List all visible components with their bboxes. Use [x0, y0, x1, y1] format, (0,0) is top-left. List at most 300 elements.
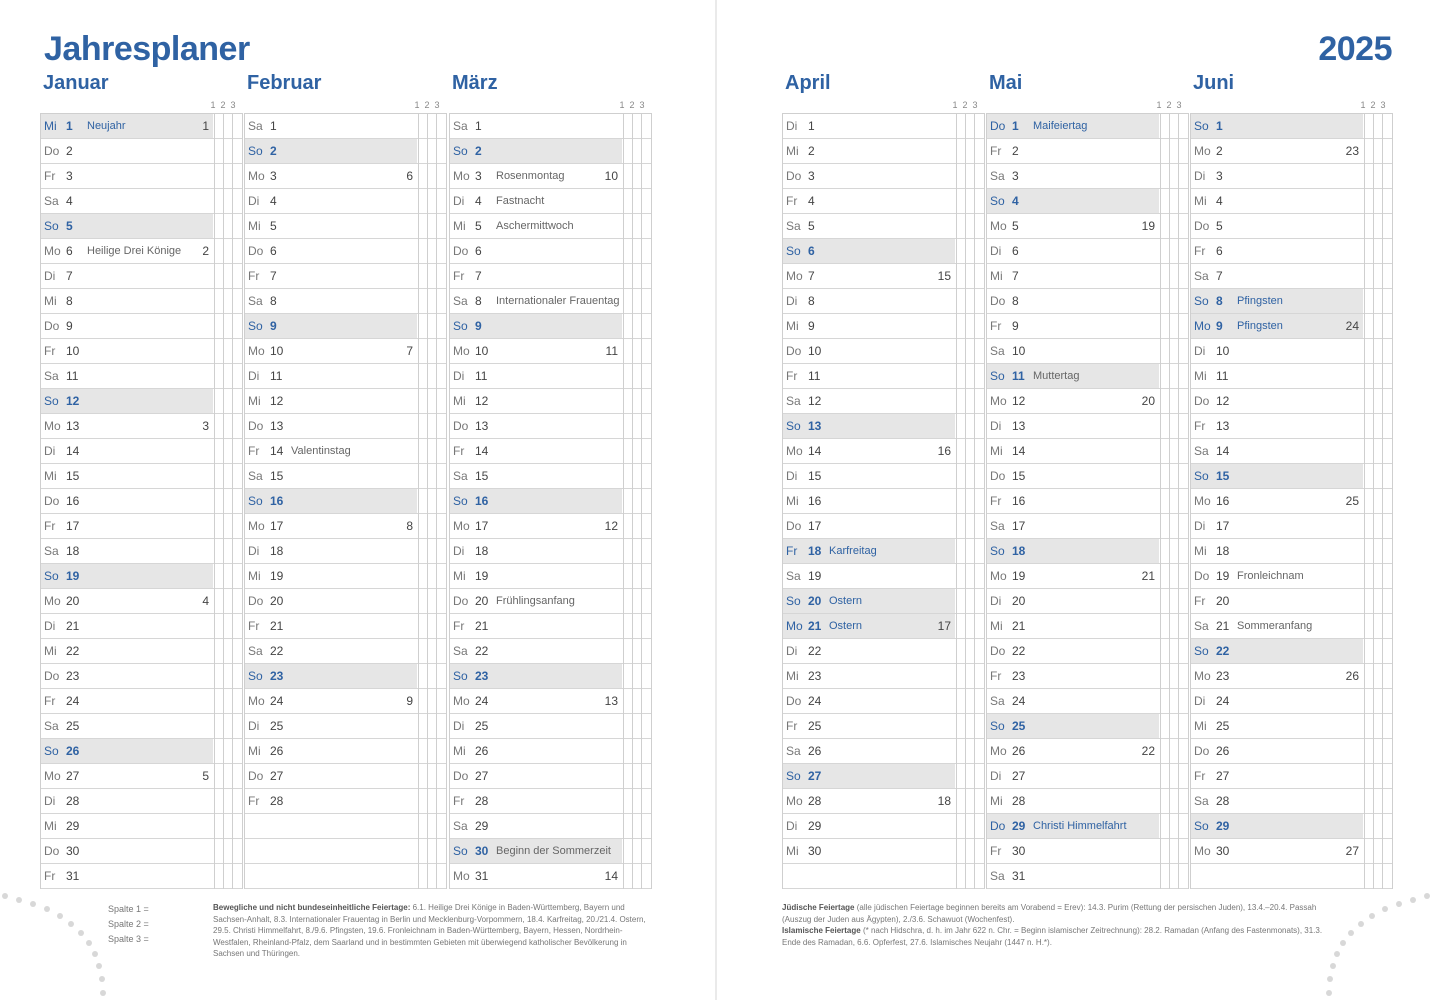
day-number: 29 — [1216, 819, 1230, 833]
day-row[interactable] — [1190, 164, 1393, 189]
day-number: 16 — [808, 494, 822, 508]
day-row[interactable] — [244, 664, 447, 689]
day-row[interactable] — [40, 439, 243, 464]
day-row[interactable] — [782, 339, 985, 364]
day-row[interactable] — [1190, 439, 1393, 464]
day-number: 14 — [270, 444, 284, 458]
day-row[interactable] — [244, 214, 447, 239]
day-row[interactable] — [986, 164, 1189, 189]
day-row[interactable] — [244, 614, 447, 639]
day-row[interactable] — [449, 689, 652, 714]
week-number: 14 — [604, 869, 618, 883]
day-number: 24 — [1012, 694, 1026, 708]
day-row[interactable] — [40, 464, 243, 489]
day-row[interactable] — [244, 114, 447, 139]
day-row[interactable] — [782, 714, 985, 739]
day-row[interactable] — [40, 839, 243, 864]
weekday-label: Sa — [990, 519, 1005, 533]
day-number: 20 — [66, 594, 80, 608]
month-name: Juni — [1193, 72, 1235, 94]
day-row[interactable] — [782, 689, 985, 714]
day-row[interactable] — [986, 564, 1189, 589]
day-row[interactable] — [782, 214, 985, 239]
column-legend-2: Spalte 2 = — [108, 919, 149, 929]
day-row[interactable] — [40, 539, 243, 564]
day-row[interactable] — [449, 539, 652, 564]
day-row[interactable] — [244, 139, 447, 164]
day-row[interactable] — [782, 839, 985, 864]
day-row[interactable] — [1190, 214, 1393, 239]
holiday-footnote-heading: Bewegliche und nicht bundeseinheitliche Feiertage: — [213, 903, 411, 912]
week-number: 8 — [406, 519, 413, 533]
day-row[interactable] — [244, 164, 447, 189]
day-row[interactable] — [40, 214, 243, 239]
day-row[interactable] — [986, 114, 1189, 139]
day-number: 26 — [808, 744, 822, 758]
day-row[interactable] — [40, 789, 243, 814]
day-row[interactable] — [244, 489, 447, 514]
weekday-label: So — [453, 844, 468, 858]
day-row[interactable] — [1190, 514, 1393, 539]
day-number: 27 — [66, 769, 80, 783]
week-number: 17 — [937, 619, 951, 633]
day-row[interactable] — [244, 414, 447, 439]
day-row[interactable] — [1190, 664, 1393, 689]
day-row[interactable] — [986, 214, 1189, 239]
day-row[interactable] — [244, 314, 447, 339]
day-row[interactable] — [449, 664, 652, 689]
day-number: 9 — [270, 319, 277, 333]
day-row[interactable] — [449, 439, 652, 464]
day-row[interactable] — [782, 114, 985, 139]
day-row[interactable] — [782, 789, 985, 814]
day-row[interactable] — [449, 214, 652, 239]
day-row[interactable] — [782, 739, 985, 764]
day-number: 17 — [66, 519, 80, 533]
day-row[interactable] — [782, 439, 985, 464]
day-row[interactable] — [244, 189, 447, 214]
day-row[interactable] — [782, 564, 985, 589]
islamic-holidays-text: (* nach Hidschra, d. h. im Jahr 622 n. Chr. = Beginn islamischer Zeitrechnung): 28.2. Ramadan (Anfang des Fastenmonats), 31.3. Ende des Ramadan, 6.6. Opferfest, 27.6. Islamisches Neujahr (1447 n. H.*). — [782, 926, 1323, 947]
day-row[interactable] — [782, 239, 985, 264]
day-row[interactable] — [40, 314, 243, 339]
day-row[interactable] — [782, 514, 985, 539]
day-row[interactable] — [40, 189, 243, 214]
week-number: 16 — [937, 444, 951, 458]
day-row[interactable] — [986, 314, 1189, 339]
day-row[interactable] — [244, 514, 447, 539]
day-note: Ostern — [829, 620, 863, 632]
grid-line — [956, 113, 957, 889]
holiday-footnote — [213, 902, 653, 960]
day-row[interactable] — [986, 839, 1189, 864]
day-row[interactable] — [40, 339, 243, 364]
day-row[interactable] — [782, 139, 985, 164]
day-row[interactable] — [244, 239, 447, 264]
weekday-label: Mi — [44, 644, 57, 658]
day-row[interactable] — [40, 589, 243, 614]
column-number: 2 — [220, 100, 226, 110]
grid-line — [1188, 113, 1189, 889]
day-row[interactable] — [449, 589, 652, 614]
day-row[interactable] — [449, 814, 652, 839]
grid-line — [1169, 113, 1170, 889]
weekday-label: Mi — [44, 819, 57, 833]
day-row[interactable] — [244, 264, 447, 289]
day-row[interactable] — [986, 639, 1189, 664]
weekday-label: Do — [453, 594, 469, 608]
day-number: 9 — [475, 319, 482, 333]
day-row[interactable] — [449, 564, 652, 589]
weekday-label: Do — [453, 769, 469, 783]
day-row[interactable] — [244, 789, 447, 814]
weekday-label: Do — [248, 594, 264, 608]
day-row[interactable] — [40, 489, 243, 514]
day-row[interactable] — [782, 164, 985, 189]
day-row[interactable] — [1190, 614, 1393, 639]
week-number: 4 — [202, 594, 209, 608]
day-row[interactable] — [449, 314, 652, 339]
day-row[interactable] — [449, 714, 652, 739]
day-row[interactable] — [986, 239, 1189, 264]
day-row[interactable] — [782, 389, 985, 414]
day-note: Aschermittwoch — [496, 220, 574, 232]
day-row[interactable] — [449, 464, 652, 489]
day-row[interactable] — [986, 814, 1189, 839]
day-number: 12 — [808, 394, 822, 408]
day-row[interactable] — [986, 439, 1189, 464]
day-row[interactable] — [449, 739, 652, 764]
column-number: 2 — [629, 100, 635, 110]
grid-line — [40, 113, 41, 889]
day-note: Fastnacht — [496, 195, 545, 207]
weekday-label: Sa — [1194, 444, 1209, 458]
day-row[interactable] — [986, 664, 1189, 689]
day-row[interactable] — [1190, 839, 1393, 864]
day-row[interactable] — [244, 764, 447, 789]
weekday-label: Do — [44, 844, 60, 858]
day-row[interactable] — [986, 289, 1189, 314]
day-number: 19 — [66, 569, 80, 583]
day-row[interactable] — [449, 839, 652, 864]
day-number: 15 — [1012, 469, 1026, 483]
day-row[interactable] — [782, 364, 985, 389]
day-row[interactable] — [1190, 389, 1393, 414]
weekday-label: Di — [1194, 694, 1206, 708]
day-row[interactable] — [1190, 789, 1393, 814]
weekday-label: Sa — [44, 544, 59, 558]
column-number: 1 — [952, 100, 958, 110]
day-number: 3 — [1012, 169, 1019, 183]
day-number: 10 — [66, 344, 80, 358]
day-row[interactable] — [782, 189, 985, 214]
day-row[interactable] — [782, 639, 985, 664]
day-row[interactable] — [244, 564, 447, 589]
day-row[interactable] — [449, 264, 652, 289]
day-number: 2 — [475, 144, 482, 158]
day-row[interactable] — [244, 389, 447, 414]
day-row[interactable] — [449, 514, 652, 539]
day-row[interactable] — [986, 764, 1189, 789]
day-row[interactable] — [1190, 714, 1393, 739]
day-row[interactable] — [986, 464, 1189, 489]
day-row[interactable] — [449, 764, 652, 789]
day-row[interactable] — [782, 589, 985, 614]
day-number: 3 — [66, 169, 73, 183]
day-number: 26 — [1012, 744, 1026, 758]
day-number: 27 — [270, 769, 284, 783]
day-row[interactable] — [449, 389, 652, 414]
weekday-label: Di — [990, 419, 1002, 433]
day-row[interactable] — [986, 689, 1189, 714]
weekday-label: So — [248, 669, 263, 683]
day-row[interactable] — [449, 789, 652, 814]
day-number: 12 — [66, 394, 80, 408]
day-row[interactable] — [986, 264, 1189, 289]
day-row[interactable] — [782, 614, 985, 639]
day-row[interactable] — [40, 689, 243, 714]
column-number: 1 — [619, 100, 625, 110]
day-row[interactable] — [782, 814, 985, 839]
day-number: 15 — [475, 469, 489, 483]
day-row[interactable] — [1190, 814, 1393, 839]
day-row[interactable] — [986, 389, 1189, 414]
day-row[interactable] — [40, 139, 243, 164]
dot — [16, 897, 22, 903]
weekday-label: Mo — [248, 344, 265, 358]
day-row[interactable] — [40, 814, 243, 839]
day-number: 11 — [1216, 369, 1229, 383]
day-row[interactable] — [1190, 564, 1393, 589]
day-row[interactable] — [986, 589, 1189, 614]
day-row[interactable] — [1190, 464, 1393, 489]
day-row[interactable] — [40, 414, 243, 439]
day-number: 11 — [475, 369, 488, 383]
weekday-label: Do — [786, 694, 802, 708]
day-row[interactable] — [1190, 314, 1393, 339]
day-row[interactable] — [40, 664, 243, 689]
day-row[interactable] — [40, 364, 243, 389]
day-number: 23 — [66, 669, 80, 683]
day-row[interactable] — [986, 539, 1189, 564]
day-number: 4 — [1012, 194, 1019, 208]
day-list — [1190, 113, 1393, 889]
day-number: 8 — [1216, 294, 1223, 308]
day-row[interactable] — [1190, 364, 1393, 389]
grid-line — [1382, 113, 1383, 889]
day-row[interactable] — [40, 739, 243, 764]
day-number: 19 — [270, 569, 284, 583]
day-row[interactable] — [986, 514, 1189, 539]
day-row[interactable] — [782, 764, 985, 789]
day-row[interactable] — [40, 614, 243, 639]
day-row[interactable] — [40, 389, 243, 414]
day-row[interactable] — [244, 714, 447, 739]
day-row[interactable] — [782, 464, 985, 489]
weekday-label: Do — [248, 769, 264, 783]
day-row[interactable] — [449, 164, 652, 189]
day-number: 15 — [808, 469, 822, 483]
day-row[interactable] — [40, 864, 243, 889]
day-row[interactable] — [244, 539, 447, 564]
day-row[interactable] — [986, 364, 1189, 389]
day-row[interactable] — [782, 664, 985, 689]
weekday-label: Mi — [453, 744, 466, 758]
day-row[interactable] — [986, 739, 1189, 764]
weekday-label: Fr — [248, 619, 260, 633]
day-row[interactable] — [1190, 114, 1393, 139]
week-number: 11 — [605, 344, 618, 358]
day-row[interactable] — [40, 639, 243, 664]
weekday-label: Mo — [786, 444, 803, 458]
day-row[interactable] — [1190, 264, 1393, 289]
day-row[interactable] — [782, 289, 985, 314]
weekday-label: Sa — [44, 369, 59, 383]
day-row[interactable] — [1190, 489, 1393, 514]
day-note: Fronleichnam — [1237, 570, 1304, 582]
day-row[interactable] — [449, 639, 652, 664]
day-note: Rosenmontag — [496, 170, 565, 182]
day-row[interactable] — [449, 414, 652, 439]
grid-line — [984, 113, 985, 889]
day-row[interactable] — [782, 489, 985, 514]
day-number: 30 — [66, 844, 80, 858]
day-row[interactable] — [1190, 139, 1393, 164]
day-row[interactable] — [986, 489, 1189, 514]
day-row[interactable] — [449, 239, 652, 264]
day-row[interactable] — [40, 714, 243, 739]
weekday-label: Mi — [786, 494, 799, 508]
day-row[interactable] — [244, 589, 447, 614]
day-row[interactable] — [986, 339, 1189, 364]
day-row[interactable] — [40, 289, 243, 314]
day-row[interactable] — [782, 264, 985, 289]
column-number: 1 — [1360, 100, 1366, 110]
day-number: 28 — [1012, 794, 1026, 808]
day-row[interactable] — [40, 764, 243, 789]
dot — [30, 901, 36, 907]
day-row[interactable] — [449, 614, 652, 639]
weekday-label: Mo — [1194, 494, 1211, 508]
column-number: 2 — [962, 100, 968, 110]
weekday-label: Mo — [453, 169, 470, 183]
day-row[interactable] — [244, 339, 447, 364]
day-number: 19 — [808, 569, 822, 583]
day-row[interactable] — [1190, 689, 1393, 714]
day-row[interactable] — [244, 364, 447, 389]
weekday-label: So — [1194, 294, 1209, 308]
week-number: 24 — [1345, 319, 1359, 333]
day-number: 1 — [808, 119, 815, 133]
day-row[interactable] — [1190, 539, 1393, 564]
day-number: 6 — [270, 244, 277, 258]
day-row[interactable] — [986, 139, 1189, 164]
day-number: 21 — [475, 619, 489, 633]
day-row[interactable] — [449, 489, 652, 514]
day-number: 9 — [808, 319, 815, 333]
day-row[interactable] — [449, 289, 652, 314]
day-row[interactable] — [1190, 739, 1393, 764]
day-row[interactable] — [244, 439, 447, 464]
week-number: 21 — [1141, 569, 1155, 583]
day-row[interactable] — [449, 364, 652, 389]
day-row[interactable] — [449, 189, 652, 214]
day-row[interactable] — [1190, 589, 1393, 614]
day-row[interactable] — [986, 789, 1189, 814]
weekday-label: Fr — [1194, 594, 1206, 608]
day-number: 14 — [808, 444, 822, 458]
grid-line — [965, 113, 966, 889]
weekday-label: Di — [44, 269, 56, 283]
day-number: 26 — [66, 744, 80, 758]
day-row[interactable] — [782, 539, 985, 564]
week-number: 3 — [202, 419, 209, 433]
weekday-label: Do — [990, 819, 1006, 833]
day-number: 2 — [1216, 144, 1223, 158]
day-row[interactable] — [449, 139, 652, 164]
weekday-label: Mi — [786, 669, 799, 683]
day-row[interactable] — [244, 689, 447, 714]
day-row[interactable] — [1190, 339, 1393, 364]
day-row[interactable] — [40, 164, 243, 189]
day-row[interactable] — [40, 114, 243, 139]
day-number: 1 — [1012, 119, 1019, 133]
day-row[interactable] — [244, 639, 447, 664]
day-row[interactable] — [40, 239, 243, 264]
day-note: Ostern — [829, 595, 863, 607]
weekday-label: Fr — [990, 669, 1002, 683]
day-row[interactable] — [782, 314, 985, 339]
day-row[interactable] — [244, 464, 447, 489]
day-row[interactable] — [986, 414, 1189, 439]
day-row[interactable] — [244, 739, 447, 764]
day-row[interactable] — [782, 414, 985, 439]
weekday-label: So — [453, 319, 468, 333]
day-row[interactable] — [1190, 414, 1393, 439]
day-row[interactable] — [986, 614, 1189, 639]
day-row[interactable] — [1190, 289, 1393, 314]
day-row[interactable] — [1190, 189, 1393, 214]
day-row[interactable] — [986, 189, 1189, 214]
day-row[interactable] — [1190, 239, 1393, 264]
day-row[interactable] — [244, 289, 447, 314]
grid-line — [418, 113, 419, 889]
dot — [1382, 906, 1388, 912]
day-row[interactable] — [449, 339, 652, 364]
day-row[interactable] — [449, 864, 652, 889]
weekday-label: Do — [453, 244, 469, 258]
weekday-label: Di — [453, 544, 465, 558]
weekday-label: Sa — [990, 344, 1005, 358]
dot — [44, 906, 50, 912]
day-row[interactable] — [986, 714, 1189, 739]
jewish-holidays-text: (alle jüdischen Feiertage beginnen bereits am Vorabend = Erev): 14.3. Purim (Rettung der persischen Juden), 13.4.–20.4. Passah (Auszug der Juden aus Ägypten), 2./3.6. Schawuot (Wochenfest). — [782, 903, 1317, 924]
day-row[interactable] — [1190, 764, 1393, 789]
day-row[interactable] — [40, 514, 243, 539]
day-row[interactable] — [1190, 639, 1393, 664]
weekday-label: Do — [990, 644, 1006, 658]
day-number: 6 — [66, 244, 73, 258]
day-row[interactable] — [449, 114, 652, 139]
day-row[interactable] — [986, 864, 1189, 889]
day-row[interactable] — [40, 264, 243, 289]
grid-line — [641, 113, 642, 889]
weekday-label: Mi — [1194, 719, 1207, 733]
day-row[interactable] — [40, 564, 243, 589]
day-number: 4 — [66, 194, 73, 208]
weekday-label: So — [44, 569, 59, 583]
weekday-label: Di — [248, 369, 260, 383]
